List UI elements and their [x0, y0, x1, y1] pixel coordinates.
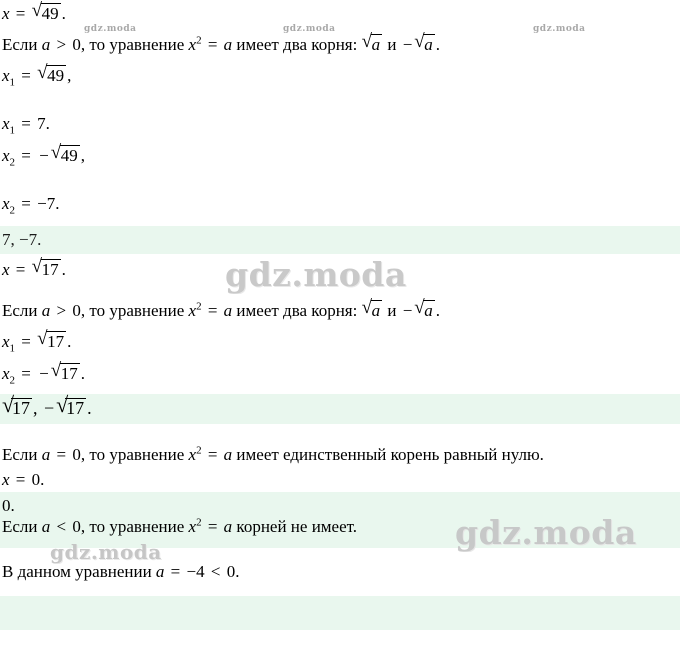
math-line-6 [0, 192, 680, 222]
variable-a: a [223, 444, 233, 464]
equals-sign: = [56, 444, 67, 464]
radical-icon: √ [2, 392, 15, 417]
radical-icon: √ [56, 392, 69, 417]
sqrt-expression: √ 17 [56, 392, 85, 418]
value-zero: 0, [72, 516, 86, 536]
value-7: 7 [37, 114, 46, 133]
value-minus-4: −4 [186, 562, 205, 581]
sqrt-expression: √ a [414, 30, 433, 54]
variable-a: a [41, 300, 51, 320]
value-zero: 0, [72, 300, 86, 320]
period: . [61, 260, 66, 279]
text-two-roots: имеет два корня: [236, 300, 358, 320]
answer-line-2 [0, 392, 680, 420]
answer-line-1 [0, 228, 680, 252]
radical-icon: √ [37, 328, 48, 349]
sqrt-expression: √ a [361, 296, 381, 320]
exponent-2: 2 [196, 444, 202, 456]
minus-sign: − [402, 300, 413, 320]
math-line-2 [0, 28, 680, 57]
period: . [87, 398, 92, 418]
greater-than-sign: > [56, 300, 67, 320]
sqrt-expression: √ 49 [37, 62, 65, 85]
math-line-14 [0, 560, 680, 584]
text-then-equation: то уравнение [89, 444, 185, 464]
period: . [61, 4, 66, 23]
radical-icon: √ [37, 62, 48, 83]
watermark-large: gdz.moda [455, 513, 637, 552]
watermark-medium: gdz.moda [50, 540, 162, 564]
text-if: Если [2, 300, 38, 320]
variable-a: a [41, 516, 51, 536]
variable-x: x [188, 516, 197, 536]
text-then-equation: то уравнение [89, 34, 185, 54]
sqrt-expression: √ 17 [31, 256, 59, 279]
subscript-2: 2 [9, 156, 16, 169]
sqrt-expression: √ 17 [2, 392, 30, 418]
math-line-1 [0, 2, 680, 26]
exponent-2: 2 [196, 516, 202, 528]
exponent-2: 2 [196, 34, 202, 46]
exponent-2: 2 [196, 300, 202, 312]
variable-a: a [223, 300, 233, 320]
radical-icon: √ [414, 30, 425, 52]
variable-a: a [41, 34, 51, 54]
equals-sign: = [15, 4, 26, 23]
radical-icon: √ [50, 142, 62, 163]
watermark-small: gdz.moda [84, 24, 137, 34]
sqrt-expression: √ a [361, 30, 381, 54]
value-minus-7: −7 [37, 194, 56, 213]
radical-icon: √ [414, 296, 425, 318]
equals-sign: = [21, 114, 31, 133]
value-zero: 0, [72, 34, 86, 54]
equals-sign: = [207, 300, 218, 320]
equals-sign: = [21, 194, 31, 213]
subscript-1: 1 [9, 76, 16, 89]
variable-x: x [2, 364, 10, 383]
variable-a: a [223, 34, 233, 54]
sqrt-expression: √ 17 [50, 360, 78, 383]
sqrt-expression: √ 49 [50, 142, 78, 165]
variable-x: x [2, 194, 10, 213]
minus-sign: − [39, 146, 49, 165]
sqrt-expression: √ 17 [37, 328, 65, 351]
variable-x: x [2, 114, 10, 133]
equals-sign: = [21, 66, 31, 85]
period: . [67, 332, 72, 351]
text-if: Если [2, 34, 38, 54]
radical-icon: √ [31, 256, 43, 277]
text-and: и [387, 300, 397, 320]
variable-x: x [2, 66, 10, 85]
text-if: Если [2, 516, 38, 536]
variable-x: x [188, 34, 197, 54]
equals-sign: = [21, 146, 31, 165]
subscript-1: 1 [9, 342, 16, 355]
period: . [55, 194, 60, 213]
text-and: и [387, 34, 397, 54]
answer-value-0: 0. [2, 496, 15, 515]
answer-value-7: 7, [2, 230, 15, 249]
equals-sign: = [21, 364, 31, 383]
variable-x: x [2, 4, 10, 23]
watermark-large: gdz.moda [225, 255, 407, 294]
equals-sign: = [21, 332, 31, 351]
watermark-small: gdz.moda [283, 24, 336, 34]
answer-highlight-5 [0, 596, 680, 630]
math-line-8 [0, 294, 680, 323]
text-if: Если [2, 444, 38, 464]
equals-sign: = [15, 260, 26, 279]
text-single-root: имеет единственный корень равный нулю. [236, 444, 544, 464]
radical-icon: √ [31, 0, 43, 21]
math-line-4 [0, 112, 680, 142]
period: . [435, 34, 441, 54]
text-then-equation: то уравнение [89, 516, 185, 536]
math-line-3 [0, 64, 680, 94]
variable-x: x [2, 332, 10, 351]
math-line-5 [0, 144, 680, 174]
watermark-small: gdz.moda [533, 24, 586, 34]
comma: , [67, 66, 72, 85]
equals-sign: = [170, 562, 181, 581]
variable-x: x [2, 146, 10, 165]
text-in-this-equation: В данном уравнении [2, 562, 152, 581]
radical-icon: √ [50, 360, 62, 381]
variable-x: x [188, 444, 197, 464]
sqrt-expression: √ 49 [31, 0, 59, 23]
less-than-sign: < [210, 562, 221, 581]
period: . [80, 364, 85, 383]
math-line-11 [0, 438, 680, 467]
equals-sign: = [15, 470, 26, 489]
subscript-2: 2 [9, 374, 16, 387]
period: . [435, 300, 441, 320]
math-line-13 [0, 510, 680, 539]
period: . [45, 114, 50, 133]
math-line-10 [0, 362, 680, 392]
variable-a: a [155, 562, 165, 581]
answer-value-minus-7: −7 [19, 230, 38, 249]
text-no-roots: корней не имеет. [236, 516, 358, 536]
comma: , [33, 398, 38, 418]
radical-icon: √ [361, 296, 373, 318]
math-line-9 [0, 330, 680, 360]
less-than-sign: < [56, 516, 67, 536]
variable-x: x [2, 470, 10, 489]
variable-x: x [188, 300, 197, 320]
minus-sign: − [39, 364, 49, 383]
period: . [40, 470, 45, 489]
minus-sign: − [402, 34, 413, 54]
text-two-roots: имеет два корня: [236, 34, 358, 54]
variable-a: a [223, 516, 233, 536]
text-then-equation: то уравнение [89, 300, 185, 320]
value-0: 0 [31, 470, 41, 489]
variable-a: a [41, 444, 51, 464]
sqrt-expression: √ a [414, 296, 433, 320]
minus-sign: − [44, 398, 55, 418]
value-zero: 0, [72, 444, 86, 464]
subscript-2: 2 [9, 204, 16, 217]
equals-sign: = [207, 444, 218, 464]
radical-icon: √ [361, 30, 373, 52]
math-line-12 [0, 468, 680, 492]
period: . [37, 230, 42, 249]
equals-sign: = [207, 34, 218, 54]
math-line-7 [0, 258, 680, 282]
greater-than-sign: > [56, 34, 67, 54]
comma: , [80, 146, 85, 165]
equals-sign: = [207, 516, 218, 536]
subscript-1: 1 [9, 124, 16, 137]
variable-x: x [2, 260, 10, 279]
value-zero: 0. [226, 562, 240, 581]
